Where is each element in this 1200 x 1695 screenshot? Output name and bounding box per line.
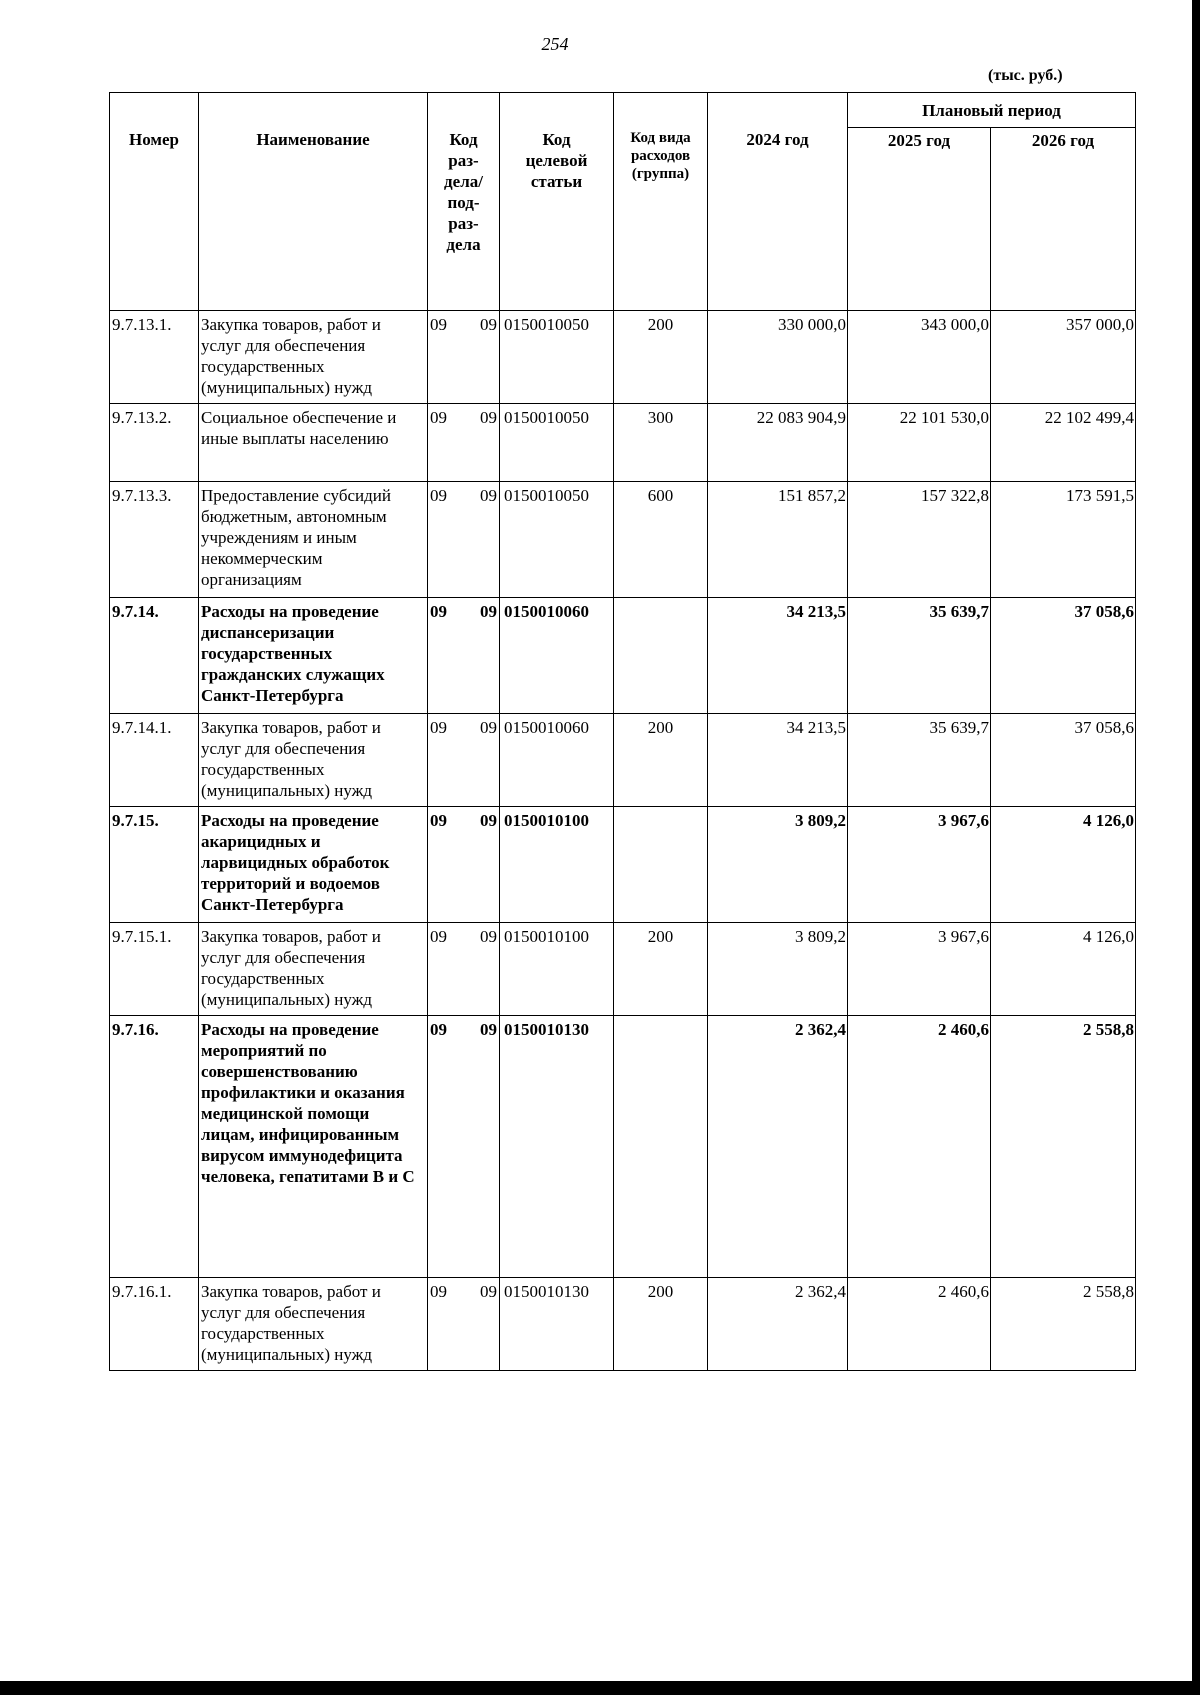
podrazdel-code: 09 <box>480 408 497 427</box>
razdel-code: 09 <box>430 718 447 737</box>
table-row <box>110 1016 1136 1278</box>
row-2026: 2 558,8 <box>991 1278 1136 1371</box>
row-vid: 200 <box>614 923 708 1016</box>
page-number: 254 <box>541 34 569 54</box>
row-celevaya: 0150010130 <box>500 1278 614 1371</box>
row-vid <box>614 1016 708 1278</box>
row-2024: 3 809,2 <box>708 923 848 1016</box>
razdel-code: 09 <box>430 602 447 621</box>
row-2026: 173 591,5 <box>991 482 1136 598</box>
row-number: 9.7.13.2. <box>110 404 199 482</box>
row-2026: 4 126,0 <box>991 807 1136 923</box>
row-name: Расходы на проведение мероприятий по совершенствованию профилактики и оказания медицинской помощи лицам, инфицированным вирусом иммунодефицита человека, гепатитами В и С <box>199 1016 428 1278</box>
razdel-code: 09 <box>430 927 447 946</box>
row-2025: 3 967,6 <box>848 807 991 923</box>
row-vid <box>614 598 708 714</box>
row-name: Социальное обеспечение и иные выплаты населению <box>199 404 428 482</box>
row-2024: 34 213,5 <box>708 714 848 807</box>
row-vid: 200 <box>614 311 708 404</box>
row-number: 9.7.15. <box>110 807 199 923</box>
row-celevaya: 0150010100 <box>500 923 614 1016</box>
row-2025: 22 101 530,0 <box>848 404 991 482</box>
row-number: 9.7.13.3. <box>110 482 199 598</box>
podrazdel-code: 09 <box>480 718 497 737</box>
budget-table <box>109 92 1136 1371</box>
row-name: Закупка товаров, работ и услуг для обеспечения государственных (муниципальных) нужд <box>199 714 428 807</box>
scan-edge-right <box>1192 0 1200 1695</box>
row-2025: 35 639,7 <box>848 598 991 714</box>
row-razdel <box>428 1016 500 1278</box>
podrazdel-code: 09 <box>480 1020 497 1039</box>
razdel-code: 09 <box>430 811 447 830</box>
row-razdel <box>428 807 500 923</box>
table-row <box>110 923 1136 1016</box>
row-name: Расходы на проведение акарицидных и ларвицидных обработок территорий и водоемов Санкт-Петербурга <box>199 807 428 923</box>
row-2026: 2 558,8 <box>991 1016 1136 1278</box>
row-celevaya: 0150010060 <box>500 598 614 714</box>
row-celevaya: 0150010130 <box>500 1016 614 1278</box>
row-2024: 2 362,4 <box>708 1016 848 1278</box>
row-2025: 2 460,6 <box>848 1016 991 1278</box>
header-2025: 2025 год <box>848 128 991 311</box>
row-razdel <box>428 1278 500 1371</box>
row-number: 9.7.13.1. <box>110 311 199 404</box>
header-planned-period: Плановый период <box>848 93 1136 128</box>
row-vid: 300 <box>614 404 708 482</box>
row-vid <box>614 807 708 923</box>
row-number: 9.7.14. <box>110 598 199 714</box>
header-celevaya: Код целевой статьи <box>500 93 614 311</box>
row-razdel <box>428 714 500 807</box>
scan-edge-bottom <box>0 1681 1200 1695</box>
podrazdel-code: 09 <box>480 486 497 505</box>
row-2024: 22 083 904,9 <box>708 404 848 482</box>
table-body <box>110 311 1136 1371</box>
podrazdel-code: 09 <box>480 927 497 946</box>
razdel-code: 09 <box>430 1020 447 1039</box>
row-name: Закупка товаров, работ и услуг для обеспечения государственных (муниципальных) нужд <box>199 311 428 404</box>
row-razdel <box>428 311 500 404</box>
row-razdel <box>428 482 500 598</box>
row-razdel <box>428 404 500 482</box>
row-razdel <box>428 923 500 1016</box>
razdel-code: 09 <box>430 315 447 334</box>
podrazdel-code: 09 <box>480 811 497 830</box>
podrazdel-code: 09 <box>480 315 497 334</box>
row-name: Предоставление субсидий бюджетным, автономным учреждениям и иным некоммерческим организациям <box>199 482 428 598</box>
razdel-code: 09 <box>430 1282 447 1301</box>
row-2025: 157 322,8 <box>848 482 991 598</box>
row-celevaya: 0150010050 <box>500 404 614 482</box>
row-2025: 2 460,6 <box>848 1278 991 1371</box>
row-2025: 3 967,6 <box>848 923 991 1016</box>
podrazdel-code: 09 <box>480 602 497 621</box>
row-number: 9.7.16. <box>110 1016 199 1278</box>
row-name: Закупка товаров, работ и услуг для обеспечения государственных (муниципальных) нужд <box>199 923 428 1016</box>
row-2025: 343 000,0 <box>848 311 991 404</box>
header-name: Наименование <box>199 93 428 311</box>
row-vid: 200 <box>614 1278 708 1371</box>
table-row <box>110 404 1136 482</box>
row-celevaya: 0150010050 <box>500 311 614 404</box>
table-row <box>110 807 1136 923</box>
header-2024: 2024 год <box>708 93 848 311</box>
table-row <box>110 482 1136 598</box>
row-2024: 151 857,2 <box>708 482 848 598</box>
row-2024: 2 362,4 <box>708 1278 848 1371</box>
header-2026: 2026 год <box>991 128 1136 311</box>
header-razdel: Код раз- дела/ под- раз- дела <box>428 93 500 311</box>
row-vid: 200 <box>614 714 708 807</box>
row-number: 9.7.14.1. <box>110 714 199 807</box>
header-number: Номер <box>110 93 199 311</box>
row-2024: 34 213,5 <box>708 598 848 714</box>
row-2026: 37 058,6 <box>991 714 1136 807</box>
row-name: Расходы на проведение диспансеризации государственных гражданских служащих Санкт-Петербурга <box>199 598 428 714</box>
row-razdel <box>428 598 500 714</box>
table-row <box>110 714 1136 807</box>
table-row <box>110 1278 1136 1371</box>
podrazdel-code: 09 <box>480 1282 497 1301</box>
row-2026: 37 058,6 <box>991 598 1136 714</box>
row-2026: 4 126,0 <box>991 923 1136 1016</box>
razdel-code: 09 <box>430 486 447 505</box>
row-celevaya: 0150010050 <box>500 482 614 598</box>
razdel-code: 09 <box>430 408 447 427</box>
row-vid: 600 <box>614 482 708 598</box>
row-number: 9.7.16.1. <box>110 1278 199 1371</box>
units-label: (тыс. руб.) <box>988 67 1063 84</box>
row-celevaya: 0150010060 <box>500 714 614 807</box>
row-celevaya: 0150010100 <box>500 807 614 923</box>
table-row <box>110 311 1136 404</box>
row-2025: 35 639,7 <box>848 714 991 807</box>
row-name: Закупка товаров, работ и услуг для обеспечения государственных (муниципальных) нужд <box>199 1278 428 1371</box>
row-2026: 22 102 499,4 <box>991 404 1136 482</box>
row-2024: 3 809,2 <box>708 807 848 923</box>
row-2026: 357 000,0 <box>991 311 1136 404</box>
header-vid: Код вида расходов (группа) <box>614 93 708 311</box>
table-row <box>110 598 1136 714</box>
row-number: 9.7.15.1. <box>110 923 199 1016</box>
row-2024: 330 000,0 <box>708 311 848 404</box>
